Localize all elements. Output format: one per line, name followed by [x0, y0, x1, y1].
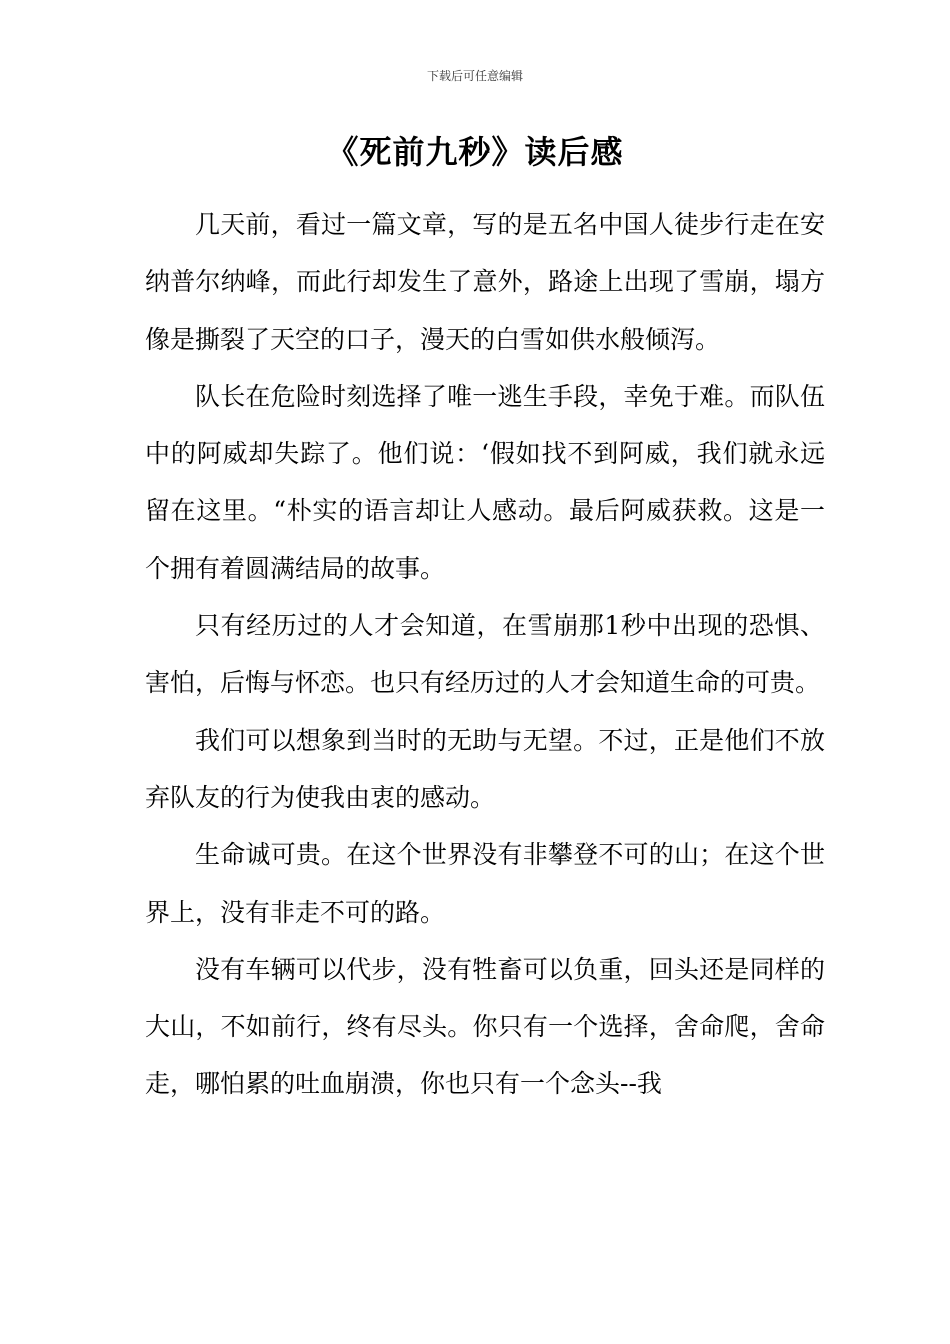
document-body: [145, 196, 825, 1113]
paragraph: 几天前，看过一篇文章，写的是五名中国人徒步行走在安纳普尔纳峰，而此行却发生了意外，路途上出现了雪崩，塌方像是撕裂了天空的口子，漫天的白雪如供水般倾泻。: [145, 210, 825, 354]
document-title: 《死前九秒》读后感: [326, 133, 624, 171]
paragraph: 队长在危险时刻选择了唯一逃生手段，幸免于难。而队伍中的阿威却失踪了。他们说：‘假如找不到阿威，我们就永远留在这里。“朴实的语言却让人感动。最后阿威获救。这是一个拥有着圆满结局的故事。: [145, 381, 825, 583]
paragraph: 只有经历过的人才会知道，在雪崩那1秒中出现的恐惧、害怕，后悔与怀恋。也只有经历过的人才会知道生命的可贵。: [145, 611, 825, 698]
paragraph: 我们可以想象到当时的无助与无望。不过，正是他们不放弃队友的行为使我由衷的感动。: [145, 725, 825, 812]
paragraph: 没有车辆可以代步，没有牲畜可以负重，回头还是同样的大山，不如前行，终有尽头。你只有一个选择，舍命爬，舍命走，哪怕累的吐血崩溃，你也只有一个念头--我: [145, 954, 825, 1099]
paragraph: 生命诚可贵。在这个世界没有非攀登不可的山；在这个世界上，没有非走不可的路。: [145, 840, 825, 927]
header-note: 下载后可任意编辑: [426, 69, 523, 83]
